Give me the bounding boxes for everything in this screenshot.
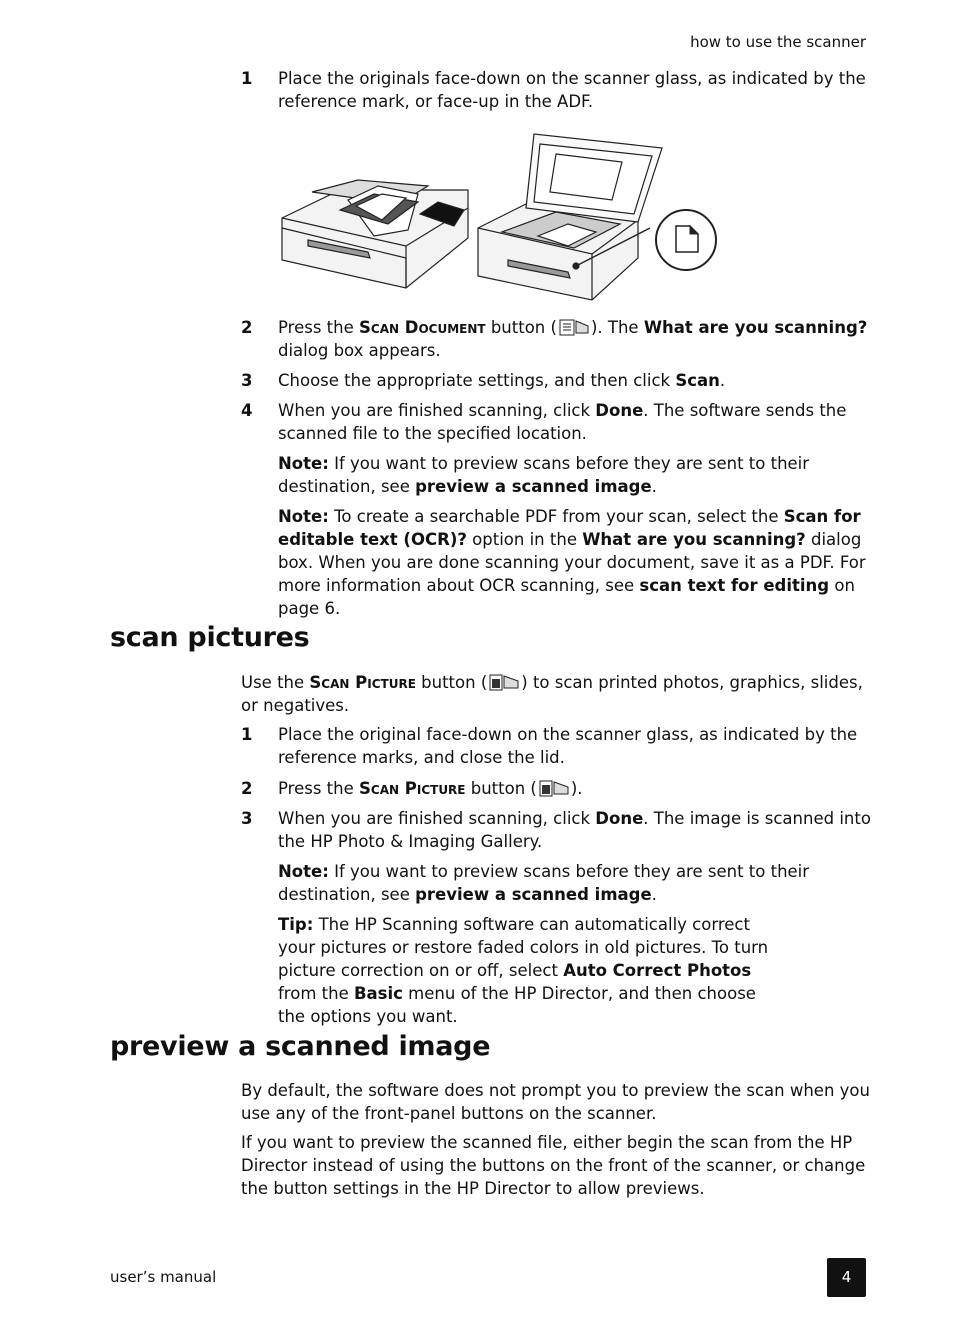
adf-scanner-drawing [282, 180, 468, 288]
preview-link[interactable]: preview a scanned image [415, 885, 652, 904]
step-number: 2 [241, 779, 253, 798]
step-number: 4 [241, 401, 253, 420]
scan-document-icon [557, 317, 591, 337]
scan-picture-icon [487, 672, 521, 692]
step-number: 3 [241, 809, 253, 828]
scanner-illustration [278, 128, 718, 306]
scan-picture-button-name: Scan Picture [309, 673, 416, 692]
step-text: Press the Scan Picture button ( ). [278, 779, 583, 798]
preview-link[interactable]: preview a scanned image [415, 477, 652, 496]
note: Note: To create a searchable PDF from your scan, select the Scan for editable text (OCR)? option in the What are you scanning? dialog box. When you are done scanning your document, save it as a PDF. For more information about OCR scanning, see scan text for editing on page 6. [278, 507, 866, 618]
page-number: 4 [827, 1258, 866, 1297]
section-heading: preview a scanned image [110, 1031, 491, 1062]
step-text: Place the originals face-down on the scanner glass, as indicated by the reference mark, or face-up in the ADF. [278, 69, 866, 111]
note: Note: If you want to preview scans before they are sent to their destination, see preview a scanned image. [278, 454, 810, 496]
paragraph: If you want to preview the scanned file, either begin the scan from the HP Director instead of using the buttons on the front of the scanner, or change the button settings in the HP Director to allow previews. [241, 1133, 866, 1198]
section-heading: scan pictures [110, 622, 310, 653]
step-number: 1 [241, 69, 253, 88]
scan-picture-icon [537, 778, 571, 798]
step-text: Press the Scan Document button ( ). The What are you scanning? dialog box appears. [278, 318, 868, 360]
flatbed-scanner-drawing [478, 134, 662, 300]
reference-mark-magnifier [656, 210, 716, 270]
paragraph: By default, the software does not prompt you to preview the scan when you use any of the front-panel buttons on the scanner. [241, 1081, 870, 1123]
footer-title: user’s manual [110, 1268, 217, 1286]
step-text: Place the original face-down on the scanner glass, as indicated by the reference marks, and close the lid. [278, 725, 858, 767]
ocr-link[interactable]: scan text for editing [639, 576, 830, 595]
step-number: 1 [241, 725, 253, 744]
tip: Tip: The HP Scanning software can automatically correct your pictures or restore faded colors in old pictures. To turn picture correction on or off, select Auto Correct Photos from the Basic menu of the HP Director, and then choose the options you want. [278, 915, 769, 1026]
step-number: 3 [241, 371, 253, 390]
step-text: When you are finished scanning, click Done. The software sends the scanned file to the specified location. [278, 401, 847, 443]
intro-text: Use the Scan Picture button ( ) to scan printed photos, graphics, slides, or negatives. [241, 673, 863, 715]
step-text: Choose the appropriate settings, and then click Scan. [278, 371, 726, 390]
step-number: 2 [241, 318, 253, 337]
note: Note: If you want to preview scans before they are sent to their destination, see preview a scanned image. [278, 862, 810, 904]
scan-document-button-name: Scan Document [359, 318, 486, 337]
step-text: When you are finished scanning, click Done. The image is scanned into the HP Photo & Imaging Gallery. [278, 809, 871, 851]
running-header: how to use the scanner [690, 33, 866, 51]
